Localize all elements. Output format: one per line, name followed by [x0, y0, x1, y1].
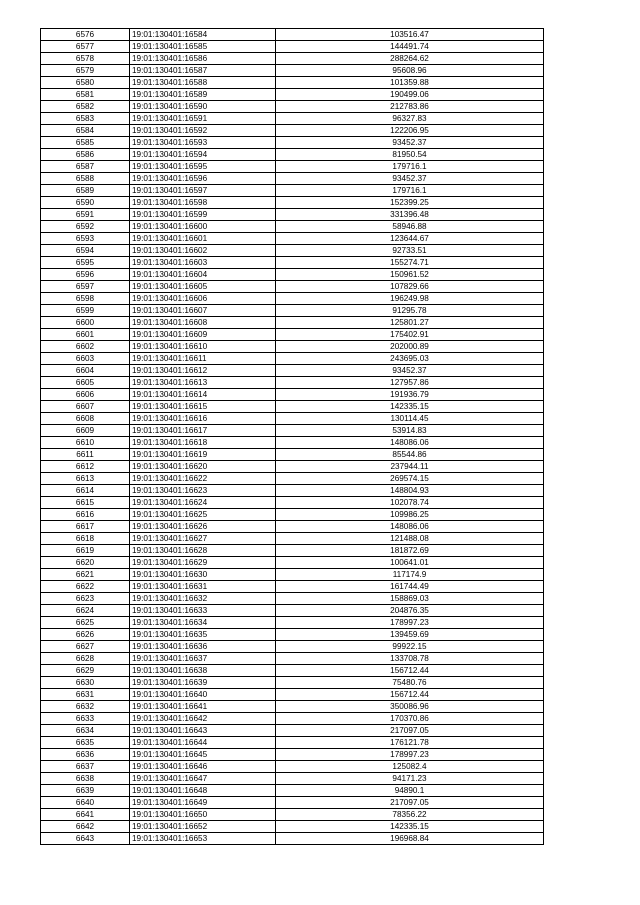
value-cell: 181872.69 [276, 545, 544, 557]
value-cell: 190499.06 [276, 89, 544, 101]
cadastral-number-cell: 19:01:130401:16649 [130, 797, 276, 809]
cadastral-number-cell: 19:01:130401:16594 [130, 149, 276, 161]
row-number-cell: 6597 [41, 281, 130, 293]
cadastral-number-cell: 19:01:130401:16611 [130, 353, 276, 365]
row-number-cell: 6590 [41, 197, 130, 209]
row-number-cell: 6601 [41, 329, 130, 341]
cadastral-number-cell: 19:01:130401:16593 [130, 137, 276, 149]
cadastral-number-cell: 19:01:130401:16626 [130, 521, 276, 533]
value-cell: 176121.78 [276, 737, 544, 749]
table-row [41, 185, 544, 197]
row-number-cell: 6598 [41, 293, 130, 305]
table-row [41, 473, 544, 485]
table-row [41, 269, 544, 281]
row-number-cell: 6630 [41, 677, 130, 689]
value-cell: 99922.15 [276, 641, 544, 653]
table-row [41, 557, 544, 569]
value-cell: 103516.47 [276, 29, 544, 41]
cadastral-number-cell: 19:01:130401:16646 [130, 761, 276, 773]
row-number-cell: 6588 [41, 173, 130, 185]
table-row [41, 821, 544, 833]
value-cell: 139459.69 [276, 629, 544, 641]
row-number-cell: 6580 [41, 77, 130, 89]
row-number-cell: 6623 [41, 593, 130, 605]
cadastral-number-cell: 19:01:130401:16616 [130, 413, 276, 425]
value-cell: 100641.01 [276, 557, 544, 569]
table-row [41, 77, 544, 89]
row-number-cell: 6583 [41, 113, 130, 125]
table-row [41, 641, 544, 653]
table-row [41, 713, 544, 725]
value-cell: 237944.11 [276, 461, 544, 473]
cadastral-number-cell: 19:01:130401:16652 [130, 821, 276, 833]
table-row [41, 425, 544, 437]
cadastral-number-cell: 19:01:130401:16617 [130, 425, 276, 437]
cadastral-number-cell: 19:01:130401:16648 [130, 785, 276, 797]
cadastral-number-cell: 19:01:130401:16590 [130, 101, 276, 113]
cadastral-number-cell: 19:01:130401:16632 [130, 593, 276, 605]
cadastral-number-cell: 19:01:130401:16647 [130, 773, 276, 785]
value-cell: 155274.71 [276, 257, 544, 269]
cadastral-number-cell: 19:01:130401:16627 [130, 533, 276, 545]
table-row [41, 101, 544, 113]
row-number-cell: 6589 [41, 185, 130, 197]
value-cell: 148804.93 [276, 485, 544, 497]
row-number-cell: 6640 [41, 797, 130, 809]
row-number-cell: 6605 [41, 377, 130, 389]
table-row [41, 809, 544, 821]
row-number-cell: 6584 [41, 125, 130, 137]
value-cell: 121488.08 [276, 533, 544, 545]
cadastral-number-cell: 19:01:130401:16602 [130, 245, 276, 257]
row-number-cell: 6634 [41, 725, 130, 737]
table-row [41, 353, 544, 365]
table-row [41, 377, 544, 389]
value-cell: 202000.89 [276, 341, 544, 353]
value-cell: 107829.66 [276, 281, 544, 293]
value-cell: 85544.86 [276, 449, 544, 461]
cadastral-number-cell: 19:01:130401:16588 [130, 77, 276, 89]
table-row [41, 533, 544, 545]
table-row [41, 437, 544, 449]
row-number-cell: 6607 [41, 401, 130, 413]
value-cell: 123644.67 [276, 233, 544, 245]
cadastral-number-cell: 19:01:130401:16585 [130, 41, 276, 53]
value-cell: 350086.96 [276, 701, 544, 713]
cadastral-number-cell: 19:01:130401:16584 [130, 29, 276, 41]
cadastral-number-cell: 19:01:130401:16631 [130, 581, 276, 593]
table-row [41, 497, 544, 509]
cadastral-number-cell: 19:01:130401:16612 [130, 365, 276, 377]
value-cell: 142335.15 [276, 401, 544, 413]
row-number-cell: 6579 [41, 65, 130, 77]
table-row [41, 245, 544, 257]
row-number-cell: 6603 [41, 353, 130, 365]
cadastral-number-cell: 19:01:130401:16622 [130, 473, 276, 485]
table-row [41, 197, 544, 209]
table-row [41, 125, 544, 137]
cadastral-number-cell: 19:01:130401:16628 [130, 545, 276, 557]
cadastral-number-cell: 19:01:130401:16620 [130, 461, 276, 473]
table-row [41, 173, 544, 185]
row-number-cell: 6593 [41, 233, 130, 245]
row-number-cell: 6633 [41, 713, 130, 725]
row-number-cell: 6635 [41, 737, 130, 749]
row-number-cell: 6612 [41, 461, 130, 473]
row-number-cell: 6642 [41, 821, 130, 833]
row-number-cell: 6587 [41, 161, 130, 173]
row-number-cell: 6631 [41, 689, 130, 701]
value-cell: 175402.91 [276, 329, 544, 341]
value-cell: 148086.06 [276, 521, 544, 533]
cadastral-number-cell: 19:01:130401:16587 [130, 65, 276, 77]
row-number-cell: 6596 [41, 269, 130, 281]
value-cell: 125801.27 [276, 317, 544, 329]
row-number-cell: 6619 [41, 545, 130, 557]
cadastral-number-cell: 19:01:130401:16635 [130, 629, 276, 641]
table-row [41, 773, 544, 785]
value-cell: 204876.35 [276, 605, 544, 617]
cadastral-number-cell: 19:01:130401:16605 [130, 281, 276, 293]
row-number-cell: 6616 [41, 509, 130, 521]
cadastral-number-cell: 19:01:130401:16609 [130, 329, 276, 341]
table-row [41, 833, 544, 845]
cadastral-number-cell: 19:01:130401:16592 [130, 125, 276, 137]
row-number-cell: 6602 [41, 341, 130, 353]
row-number-cell: 6617 [41, 521, 130, 533]
cadastral-number-cell: 19:01:130401:16641 [130, 701, 276, 713]
value-cell: 96327.83 [276, 113, 544, 125]
value-cell: 94171.23 [276, 773, 544, 785]
row-number-cell: 6641 [41, 809, 130, 821]
table-row [41, 209, 544, 221]
value-cell: 101359.88 [276, 77, 544, 89]
table-row [41, 797, 544, 809]
row-number-cell: 6578 [41, 53, 130, 65]
table-row [41, 617, 544, 629]
table-row [41, 281, 544, 293]
cadastral-number-cell: 19:01:130401:16599 [130, 209, 276, 221]
table-row [41, 581, 544, 593]
row-number-cell: 6600 [41, 317, 130, 329]
value-cell: 117174.9 [276, 569, 544, 581]
value-cell: 102078.74 [276, 497, 544, 509]
row-number-cell: 6628 [41, 653, 130, 665]
cadastral-number-cell: 19:01:130401:16614 [130, 389, 276, 401]
table-row [41, 305, 544, 317]
value-cell: 152399.25 [276, 197, 544, 209]
table-row [41, 293, 544, 305]
cadastral-number-cell: 19:01:130401:16618 [130, 437, 276, 449]
table-row [41, 725, 544, 737]
row-number-cell: 6611 [41, 449, 130, 461]
value-cell: 178997.23 [276, 749, 544, 761]
row-number-cell: 6613 [41, 473, 130, 485]
row-number-cell: 6622 [41, 581, 130, 593]
value-cell: 156712.44 [276, 689, 544, 701]
row-number-cell: 6586 [41, 149, 130, 161]
cadastral-number-cell: 19:01:130401:16606 [130, 293, 276, 305]
row-number-cell: 6582 [41, 101, 130, 113]
table-row [41, 701, 544, 713]
value-cell: 179716.1 [276, 185, 544, 197]
table-row [41, 509, 544, 521]
cadastral-number-cell: 19:01:130401:16624 [130, 497, 276, 509]
table-row [41, 569, 544, 581]
cadastral-number-cell: 19:01:130401:16630 [130, 569, 276, 581]
row-number-cell: 6626 [41, 629, 130, 641]
table-row [41, 257, 544, 269]
row-number-cell: 6577 [41, 41, 130, 53]
value-cell: 144491.74 [276, 41, 544, 53]
row-number-cell: 6637 [41, 761, 130, 773]
value-cell: 158869.03 [276, 593, 544, 605]
value-cell: 109986.25 [276, 509, 544, 521]
value-cell: 191936.79 [276, 389, 544, 401]
table-row [41, 665, 544, 677]
table-row [41, 341, 544, 353]
table-row [41, 485, 544, 497]
cadastral-number-cell: 19:01:130401:16603 [130, 257, 276, 269]
cadastral-number-cell: 19:01:130401:16600 [130, 221, 276, 233]
cadastral-number-cell: 19:01:130401:16636 [130, 641, 276, 653]
value-cell: 288264.62 [276, 53, 544, 65]
table-row [41, 749, 544, 761]
table-row [41, 365, 544, 377]
value-cell: 125082.4 [276, 761, 544, 773]
value-cell: 93452.37 [276, 173, 544, 185]
row-number-cell: 6608 [41, 413, 130, 425]
value-cell: 93452.37 [276, 137, 544, 149]
cadastral-number-cell: 19:01:130401:16610 [130, 341, 276, 353]
row-number-cell: 6618 [41, 533, 130, 545]
cadastral-number-cell: 19:01:130401:16642 [130, 713, 276, 725]
cadastral-number-cell: 19:01:130401:16637 [130, 653, 276, 665]
table-row [41, 161, 544, 173]
value-cell: 212783.86 [276, 101, 544, 113]
value-cell: 53914.83 [276, 425, 544, 437]
row-number-cell: 6585 [41, 137, 130, 149]
table-row [41, 137, 544, 149]
cadastral-number-cell: 19:01:130401:16644 [130, 737, 276, 749]
cadastral-number-cell: 19:01:130401:16596 [130, 173, 276, 185]
row-number-cell: 6595 [41, 257, 130, 269]
value-cell: 122206.95 [276, 125, 544, 137]
value-cell: 92733.51 [276, 245, 544, 257]
cadastral-number-cell: 19:01:130401:16640 [130, 689, 276, 701]
cadastral-number-cell: 19:01:130401:16643 [130, 725, 276, 737]
table-row [41, 461, 544, 473]
cadastral-number-cell: 19:01:130401:16645 [130, 749, 276, 761]
row-number-cell: 6621 [41, 569, 130, 581]
row-number-cell: 6610 [41, 437, 130, 449]
value-cell: 331396.48 [276, 209, 544, 221]
table-row [41, 653, 544, 665]
table-row [41, 89, 544, 101]
row-number-cell: 6609 [41, 425, 130, 437]
value-cell: 81950.54 [276, 149, 544, 161]
table-row [41, 53, 544, 65]
cadastral-number-cell: 19:01:130401:16650 [130, 809, 276, 821]
table-row [41, 545, 544, 557]
table-row [41, 689, 544, 701]
value-cell: 196249.98 [276, 293, 544, 305]
row-number-cell: 6594 [41, 245, 130, 257]
value-cell: 170370.86 [276, 713, 544, 725]
cadastral-number-cell: 19:01:130401:16604 [130, 269, 276, 281]
row-number-cell: 6632 [41, 701, 130, 713]
table-row [41, 521, 544, 533]
row-number-cell: 6592 [41, 221, 130, 233]
cadastral-number-cell: 19:01:130401:16613 [130, 377, 276, 389]
value-cell: 91295.78 [276, 305, 544, 317]
row-number-cell: 6624 [41, 605, 130, 617]
value-cell: 217097.05 [276, 797, 544, 809]
table-row [41, 605, 544, 617]
cadastral-number-cell: 19:01:130401:16595 [130, 161, 276, 173]
table-row [41, 41, 544, 53]
value-cell: 150961.52 [276, 269, 544, 281]
cadastral-number-cell: 19:01:130401:16598 [130, 197, 276, 209]
value-cell: 133708.78 [276, 653, 544, 665]
value-cell: 179716.1 [276, 161, 544, 173]
row-number-cell: 6625 [41, 617, 130, 629]
cadastral-number-cell: 19:01:130401:16615 [130, 401, 276, 413]
cadastral-number-cell: 19:01:130401:16601 [130, 233, 276, 245]
row-number-cell: 6639 [41, 785, 130, 797]
cadastral-number-cell: 19:01:130401:16608 [130, 317, 276, 329]
row-number-cell: 6591 [41, 209, 130, 221]
row-number-cell: 6615 [41, 497, 130, 509]
value-cell: 217097.05 [276, 725, 544, 737]
table-row [41, 401, 544, 413]
cadastral-number-cell: 19:01:130401:16653 [130, 833, 276, 845]
row-number-cell: 6629 [41, 665, 130, 677]
cadastral-number-cell: 19:01:130401:16623 [130, 485, 276, 497]
value-cell: 127957.86 [276, 377, 544, 389]
table-row [41, 29, 544, 41]
table-row [41, 221, 544, 233]
row-number-cell: 6643 [41, 833, 130, 845]
table-row [41, 317, 544, 329]
table-row [41, 113, 544, 125]
cadastral-number-cell: 19:01:130401:16607 [130, 305, 276, 317]
value-cell: 58946.88 [276, 221, 544, 233]
table-row [41, 449, 544, 461]
row-number-cell: 6581 [41, 89, 130, 101]
cadastral-number-cell: 19:01:130401:16638 [130, 665, 276, 677]
row-number-cell: 6614 [41, 485, 130, 497]
value-cell: 196968.84 [276, 833, 544, 845]
row-number-cell: 6627 [41, 641, 130, 653]
value-cell: 75480.76 [276, 677, 544, 689]
table-row [41, 593, 544, 605]
row-number-cell: 6636 [41, 749, 130, 761]
table-row [41, 65, 544, 77]
row-number-cell: 6638 [41, 773, 130, 785]
row-number-cell: 6620 [41, 557, 130, 569]
cadastral-number-cell: 19:01:130401:16634 [130, 617, 276, 629]
row-number-cell: 6604 [41, 365, 130, 377]
cadastral-value-table [40, 28, 544, 845]
cadastral-number-cell: 19:01:130401:16629 [130, 557, 276, 569]
cadastral-number-cell: 19:01:130401:16639 [130, 677, 276, 689]
value-cell: 269574.15 [276, 473, 544, 485]
value-cell: 95608.96 [276, 65, 544, 77]
value-cell: 94890.1 [276, 785, 544, 797]
value-cell: 161744.49 [276, 581, 544, 593]
table-row [41, 761, 544, 773]
table-row [41, 413, 544, 425]
table-row [41, 677, 544, 689]
table-row [41, 149, 544, 161]
row-number-cell: 6599 [41, 305, 130, 317]
value-cell: 142335.15 [276, 821, 544, 833]
table-row [41, 785, 544, 797]
value-cell: 243695.03 [276, 353, 544, 365]
cadastral-number-cell: 19:01:130401:16633 [130, 605, 276, 617]
cadastral-number-cell: 19:01:130401:16591 [130, 113, 276, 125]
value-cell: 78356.22 [276, 809, 544, 821]
row-number-cell: 6576 [41, 29, 130, 41]
value-cell: 93452.37 [276, 365, 544, 377]
table-row [41, 737, 544, 749]
table-row [41, 389, 544, 401]
table-row [41, 629, 544, 641]
table-body [41, 29, 544, 845]
cadastral-number-cell: 19:01:130401:16597 [130, 185, 276, 197]
cadastral-number-cell: 19:01:130401:16586 [130, 53, 276, 65]
cadastral-number-cell: 19:01:130401:16619 [130, 449, 276, 461]
table-row [41, 329, 544, 341]
value-cell: 148086.06 [276, 437, 544, 449]
cadastral-number-cell: 19:01:130401:16589 [130, 89, 276, 101]
value-cell: 178997.23 [276, 617, 544, 629]
cadastral-number-cell: 19:01:130401:16625 [130, 509, 276, 521]
table-row [41, 233, 544, 245]
row-number-cell: 6606 [41, 389, 130, 401]
value-cell: 130114.45 [276, 413, 544, 425]
value-cell: 156712.44 [276, 665, 544, 677]
